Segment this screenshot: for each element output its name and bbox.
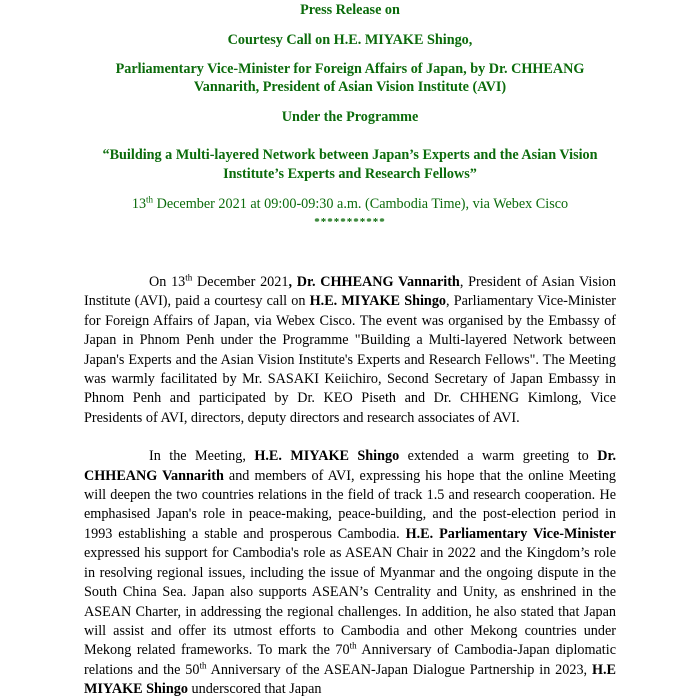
body-text (84, 273, 616, 700)
bold-name: Dr. CHHEANG Vannarith (84, 448, 616, 484)
text: and members of AVI, expressing his hope that the online Meeting will deepen the two countries relations in the field of track 1.5 and research cooperation. He emphasised Japan's role in peace-making, peace-building, and the post-election period in 1993 establishing a stable and prosperous Cambodia. (84, 467, 616, 542)
text: , Parliamentary Vice-Minister for Foreign Affairs of Japan, via Webex Cisco. The event was organised by the Embassy of Japan in Phnom Penh under the Programme "Building a Multi-layered Network between Japan's Experts and the Asian Vision Institute's Experts and Research Fellows". The Meeting was warmly facilitated by Mr. SASAKI Keiichiro, Second Secretary of Japan Embassy in Phnom Penh and participated by Dr. KEO Piseth and Dr. CHHENG Kimlong, Vice Presidents of AVI, directors, deputy directors and research associates of AVI. (84, 293, 616, 426)
text: December 2021 (192, 274, 289, 290)
bold-title: H.E. Parliamentary Vice-Minister (405, 525, 616, 542)
paragraph-2 (84, 447, 616, 699)
text: expressed his support for Cambodia's role as ASEAN Chair in 2022 and the Kingdom’s role in resolving regional issues, including the issue of Myanmar and the ongoing dispute in the South China Sea. Japan also supports ASEAN’s Centrality and Unity, as enshrined in the ASEAN Charter, in addressing the regional challenges. In addition, he also stated that Japan will assist and offer its utmost efforts to Cambodia and other Mekong countries under Mekong related frameworks. To mark the 70 (84, 545, 616, 659)
bold-name: H.E MIYAKE Shingo (84, 661, 617, 698)
bold-name: H.E. MIYAKE Shingo (309, 293, 447, 310)
bold-name: H.E. MIYAKE Shingo (254, 448, 400, 465)
text: Anniversary of the ASEAN-Japan Dialogue Partnership in 2023, (206, 661, 592, 678)
header-programme-title-2: Institute’s Experts and Research Fellows” (223, 166, 477, 182)
header-title: Press Release on (300, 2, 400, 18)
text: extended a warm greeting to (399, 448, 598, 465)
text: , President of Asian Vision Institute (AVI), paid a courtesy call on (84, 274, 617, 310)
text: Anniversary of Cambodia-Japan diplomatic relations and the 50 (84, 642, 616, 678)
header-date (0, 195, 700, 213)
ordinal: th (349, 640, 357, 651)
header-separator: *********** (314, 216, 386, 228)
bold-name: , Dr. CHHEANG Vannarith (288, 274, 460, 290)
text: In the Meeting, (149, 448, 255, 465)
header-subject-line-2: Vannarith, President of Asian Vision Institute (AVI) (193, 79, 507, 95)
header-programme-label: Under the Programme (281, 109, 419, 125)
header-subject-line-1: Parliamentary Vice-Minister for Foreign Affairs of Japan, by Dr. CHHEANG (115, 61, 585, 77)
ordinal: th (185, 272, 193, 283)
date-day: 13 (131, 196, 147, 212)
date-ordinal: th (146, 194, 154, 205)
ordinal: th (199, 659, 207, 670)
header-courtesy-call: Courtesy Call on H.E. MIYAKE Shingo, (227, 32, 473, 48)
date-details: December 2021 at 09:00-09:30 a.m. (Cambodia Time), via Webex Cisco (153, 196, 569, 212)
header-programme-title-1: “Building a Multi-layered Network between Japan’s Experts and the Asian Vision (102, 147, 598, 163)
text: On 13 (149, 274, 186, 290)
paragraph-1 (84, 273, 616, 428)
text: underscored that Japan (187, 681, 322, 698)
